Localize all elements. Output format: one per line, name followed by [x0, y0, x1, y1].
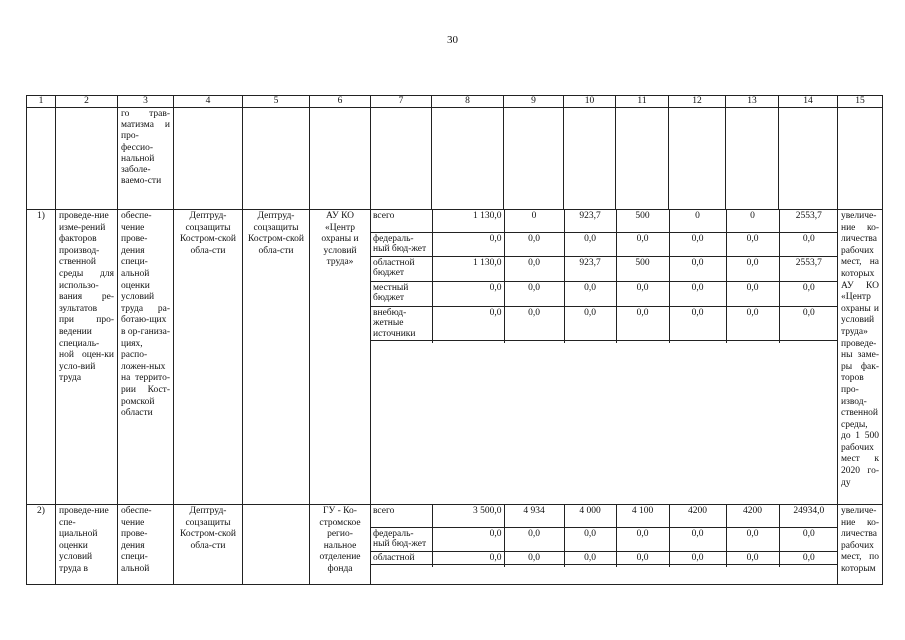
funding-value: 4 000	[564, 505, 616, 527]
header-cell: 2	[56, 96, 118, 108]
header-cell: 12	[669, 96, 726, 108]
page-number: 30	[447, 34, 458, 46]
funding-source-row	[371, 505, 838, 527]
continuation-row	[27, 108, 883, 210]
funding-value: 0,0	[504, 306, 564, 341]
funding-filler-cell	[669, 565, 726, 568]
funding-value: 923,7	[564, 256, 616, 281]
header-cell: 3	[118, 96, 174, 108]
funding-source-row	[371, 210, 838, 232]
funding-value: 4200	[726, 505, 779, 527]
funding-value: 0,0	[669, 281, 726, 306]
funding-value: 4 934	[504, 505, 564, 527]
event-cell: проведе-ние изме-рений факторов производ-ственной среды для использо-вания ре-зультатов при про-ведении специаль-ной оцен-ки усло-вий труда	[56, 210, 118, 505]
funding-value: 0,0	[669, 232, 726, 256]
funding-value: 0,0	[564, 232, 616, 256]
funding-value: 0,0	[564, 281, 616, 306]
result-cell: увеличе-ние ко-личества рабочих мест, по которым	[838, 505, 883, 585]
funding-source-row	[371, 527, 838, 551]
funding-filler-cell	[432, 565, 504, 568]
funding-filler-cell	[726, 565, 779, 568]
funding-value: 0	[669, 210, 726, 232]
header-row	[27, 96, 883, 108]
funding-value: 0,0	[564, 306, 616, 341]
funding-source-name: местный бюджет	[371, 281, 432, 306]
funding-value: 0,0	[779, 306, 838, 341]
funding-value: 0,0	[616, 281, 669, 306]
participant-cell: АУ КО «Центр охраны и условий труда»	[310, 210, 371, 505]
funding-value: 0,0	[726, 232, 779, 256]
funding-filler-cell	[726, 341, 779, 344]
funding-filler-cell	[371, 341, 432, 344]
funding-value: 0,0	[432, 551, 504, 565]
funding-value: 1 130,0	[432, 256, 504, 281]
participant-cell: ГУ - Ко-стромское регио-нальное отделение фонда	[310, 505, 371, 585]
funding-value: 0,0	[669, 527, 726, 551]
header-cell: 1	[27, 96, 56, 108]
funding-value: 0,0	[726, 281, 779, 306]
funding-source-name: федераль-ный бюд-жет	[371, 527, 432, 551]
program-table	[26, 95, 883, 585]
funding-block	[371, 505, 838, 585]
funding-value: 4 100	[616, 505, 669, 527]
funding-value: 0,0	[432, 306, 504, 341]
header-cell: 11	[616, 96, 669, 108]
coexecutor-cell	[243, 505, 310, 585]
funding-filler-row	[371, 341, 838, 344]
funding-filler-cell	[564, 565, 616, 568]
funding-value: 0,0	[726, 306, 779, 341]
funding-value: 0,0	[564, 527, 616, 551]
funding-filler-cell	[779, 341, 838, 344]
header-cell: 15	[838, 96, 883, 108]
funding-filler-cell	[616, 341, 669, 344]
funding-value: 0,0	[504, 527, 564, 551]
funding-source-row	[371, 232, 838, 256]
funding-value: 0,0	[726, 527, 779, 551]
header-cell: 14	[779, 96, 838, 108]
funding-value: 1 130,0	[432, 210, 504, 232]
purpose-cell: обеспе-чение прове-дения специ-альной	[118, 505, 174, 585]
purpose-cell: обеспе-чение прове-дения специ-альной оценки условий труда ра-ботаю-щих в ор-ганиза-циях, распо-ложен-ных на террито-рии Кост-ромской области	[118, 210, 174, 505]
table-row	[27, 505, 883, 585]
funding-value: 0,0	[564, 551, 616, 565]
funding-value: 500	[616, 210, 669, 232]
funding-filler-cell	[616, 565, 669, 568]
funding-value: 0,0	[432, 281, 504, 306]
funding-source-name: областной бюджет	[371, 256, 432, 281]
funding-filler-cell	[504, 341, 564, 344]
funding-value: 0,0	[669, 551, 726, 565]
funding-value: 4200	[669, 505, 726, 527]
funding-value: 0,0	[504, 281, 564, 306]
funding-value: 0,0	[616, 551, 669, 565]
header-cell: 8	[432, 96, 504, 108]
cont-purpose-cell: го трав-матизма и про-фессио-нальной заболе-ваемо-сти	[118, 108, 174, 210]
funding-value: 0,0	[504, 551, 564, 565]
funding-source-row	[371, 551, 838, 565]
funding-source-name: всего	[371, 505, 432, 527]
funding-value: 923,7	[564, 210, 616, 232]
responsible-cell: Дептруд-соцзащиты Костром-ской обла-сти	[174, 210, 243, 505]
funding-value: 0,0	[432, 527, 504, 551]
header-cell: 13	[726, 96, 779, 108]
funding-value: 0	[726, 210, 779, 232]
funding-value: 0,0	[726, 551, 779, 565]
funding-value: 0	[504, 210, 564, 232]
funding-source-name: федераль-ный бюд-жет	[371, 232, 432, 256]
funding-filler-cell	[371, 565, 432, 568]
funding-source-name: всего	[371, 210, 432, 232]
responsible-cell: Дептруд-соцзащиты Костром-ской обла-сти	[174, 505, 243, 585]
funding-value: 0,0	[616, 306, 669, 341]
funding-value: 500	[616, 256, 669, 281]
row-number-cell: 1)	[27, 210, 56, 505]
funding-value: 0,0	[669, 306, 726, 341]
funding-value: 3 500,0	[432, 505, 504, 527]
funding-filler-cell	[779, 565, 838, 568]
funding-filler-cell	[564, 341, 616, 344]
funding-value: 0,0	[779, 281, 838, 306]
funding-source-row	[371, 256, 838, 281]
funding-filler-cell	[669, 341, 726, 344]
funding-value: 0,0	[504, 256, 564, 281]
funding-source-row	[371, 281, 838, 306]
funding-value: 0,0	[779, 551, 838, 565]
table-row	[27, 210, 883, 505]
header-cell: 7	[371, 96, 432, 108]
header-cell: 4	[174, 96, 243, 108]
funding-value: 24934,0	[779, 505, 838, 527]
funding-value: 2553,7	[779, 210, 838, 232]
header-cell: 5	[243, 96, 310, 108]
funding-value: 2553,7	[779, 256, 838, 281]
funding-value: 0,0	[504, 232, 564, 256]
funding-value: 0,0	[616, 232, 669, 256]
funding-value: 0,0	[432, 232, 504, 256]
funding-filler-cell	[504, 565, 564, 568]
funding-value: 0,0	[616, 527, 669, 551]
funding-filler-row	[371, 565, 838, 568]
header-cell: 6	[310, 96, 371, 108]
coexecutor-cell: Дептруд-соцзащиты Костром-ской обла-сти	[243, 210, 310, 505]
event-cell: проведе-ние спе-циальной оценки условий труда в	[56, 505, 118, 585]
funding-value: 0,0	[669, 256, 726, 281]
row-number-cell: 2)	[27, 505, 56, 585]
header-cell: 9	[504, 96, 564, 108]
header-cell: 10	[564, 96, 616, 108]
funding-source-name: внебюд-жетные источники	[371, 306, 432, 341]
funding-value: 0,0	[779, 527, 838, 551]
funding-filler-cell	[432, 341, 504, 344]
funding-source-row	[371, 306, 838, 341]
funding-value: 0,0	[779, 232, 838, 256]
result-cell: увеличе-ние ко-личества рабочих мест, на которых АУ КО «Центр охраны и условий труда» проведе-ны заме-ры фак-торов про-извод-ственной среды, до 1 500 рабочих мест к 2020 го-ду	[838, 210, 883, 505]
funding-value: 0,0	[726, 256, 779, 281]
funding-source-name: областной	[371, 551, 432, 565]
funding-block	[371, 210, 838, 505]
